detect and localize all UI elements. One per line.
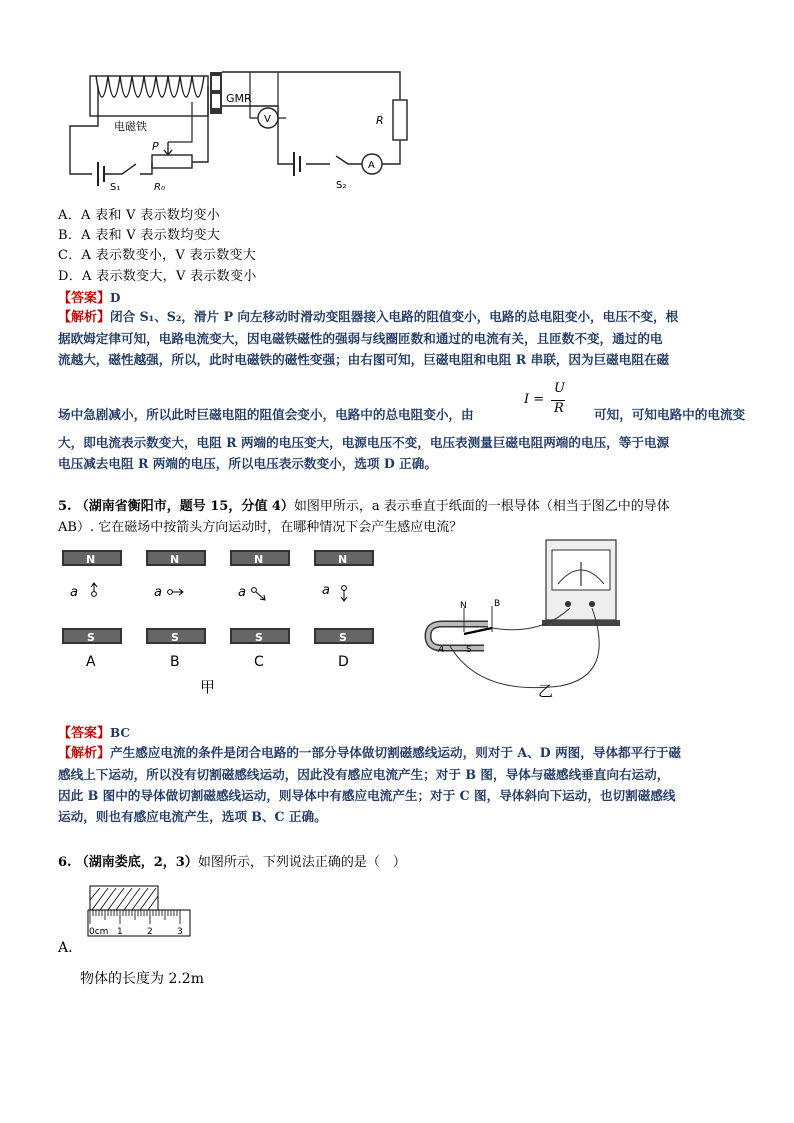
formula-numerator: U [554, 381, 565, 396]
panel-label: B [170, 654, 180, 670]
conductor-label: a [70, 585, 78, 600]
q6-question: 如图所示，下列说法正确的是（ ） [197, 855, 406, 870]
switch-s1 [104, 164, 136, 174]
option-d: D．A 表示数变大，V 表示数变小 [58, 269, 257, 284]
panel-a [62, 550, 122, 670]
analysis-line: 据欧姆定律可知，电路电流变大，因电磁铁磁性的强弱与线圈匝数和通过的电流有关，且匝数不变，通过的电 [58, 331, 663, 346]
north-pole-label: N [338, 553, 348, 566]
option-a: A．A 表和 V 表示数均变小 [58, 208, 221, 223]
q5-number: 5. [58, 499, 72, 514]
north-pole-label: N [86, 553, 96, 566]
point-a-label: A [438, 645, 445, 655]
slider-p [164, 142, 172, 155]
analysis-line: 感线上下运动，所以没有切割磁感线运动，因此没有感应电流产生；对于 B 图，导体与磁感线垂直向右运动， [58, 767, 670, 782]
figure-yi [420, 536, 620, 700]
figure-jia-label: 甲 [200, 678, 216, 696]
analysis-line: 闭合 S₁、S₂，滑片 P 向左移动时滑动变阻器接入电路的阻值变小，电路的总电阻变小，电压不变，根 [110, 309, 679, 324]
conductor-label: a [322, 583, 330, 598]
arrow-down-icon [341, 590, 347, 601]
point-b-label: B [494, 599, 501, 609]
analysis-line: 产生感应电流的条件是闭合电路的一部分导体做切割磁感线运动，则对于 A、D 两图，导体都平行于磁 [110, 745, 682, 760]
switch-s2 [336, 156, 362, 164]
q5-stem-line1: 如图甲所示，a 表示垂直于纸面的一根导体（相当于图乙中的导体 [293, 499, 670, 514]
analysis-line: 流越大，磁性越强，所以，此时电磁铁的磁性变强；由右图可知，巨磁电阻和电阻 R 串联，因为巨磁电阻在磁 [58, 352, 670, 367]
ruler-figure [86, 882, 196, 952]
q5-stem [58, 496, 748, 538]
q6-number: 6. [58, 855, 72, 870]
q6-caption: 物体的长度为 2.2m [80, 971, 204, 987]
analysis-line: 运动，则也有感应电流产生，选项 B、C 正确。 [58, 809, 327, 824]
magnet-s-label: S [466, 645, 472, 655]
analysis-tag: 【解析】 [58, 746, 111, 761]
south-pole-label: S [255, 631, 263, 644]
q5-source: （湖南省衡阳市，题号 15，分值 4） [75, 499, 294, 514]
option-c: C．A 表示数变小，V 表示数变大 [58, 248, 257, 263]
rheostat-r0 [152, 155, 192, 168]
battery-2 [294, 152, 300, 176]
panel-b [146, 550, 206, 670]
analysis-tag: 【解析】 [58, 310, 111, 325]
answer-tag: 【答案】 [58, 291, 111, 306]
conductor-label: a [238, 585, 246, 600]
arrow-right-icon [172, 589, 183, 595]
q5-stem-line2: AB）. 它在磁场中按箭头方向运动时，在哪种情况下会产生感应电流？ [58, 520, 463, 535]
slider-label: P [152, 140, 159, 153]
q4-analysis [58, 306, 748, 370]
answer-value: D [110, 291, 121, 305]
gmr-label: GMR [226, 92, 252, 105]
conductor-ab [464, 628, 492, 634]
horseshoe-magnet [428, 624, 488, 648]
q4-answer [58, 287, 120, 306]
south-pole-label: S [339, 631, 347, 644]
ruler-tick-label: 0cm [89, 927, 109, 937]
circuit-diagram [60, 62, 420, 194]
option-b: B．A 表和 V 表示数均变大 [58, 228, 221, 243]
q6-option-label: A. [58, 940, 73, 956]
analysis-line: 因此 B 图中的导体做切割磁感线运动，则导体中有感应电流产生；对于 C 图，导体斜向下运动，也切割磁感线 [58, 788, 676, 803]
switch1-label: S₁ [110, 182, 121, 193]
south-pole-label: S [171, 631, 179, 644]
panel-label: D [338, 654, 349, 670]
q6-source: （湖南娄底，2，3） [75, 855, 198, 870]
ruler-tick-label: 3 [177, 927, 183, 937]
panel-label: A [86, 654, 96, 670]
panel-c [230, 550, 290, 670]
resistor-r [393, 100, 407, 140]
q4-analysis-end [58, 432, 748, 474]
analysis-line: 场中急剧减小，所以此时巨磁电阻的阻值会变小，电路中的总电阻变小，由 [58, 407, 474, 422]
figure-yi-label: 乙 [538, 682, 554, 700]
q6-stem [58, 852, 406, 873]
conductor-label: a [154, 585, 162, 600]
ohm-law-formula [524, 381, 594, 421]
south-pole-label: S [87, 631, 95, 644]
panel-d [314, 550, 374, 670]
electromagnet-label: 电磁铁 [114, 120, 147, 133]
formula-denominator: R [554, 401, 564, 416]
battery-1 [98, 162, 104, 186]
voltmeter-symbol: V [264, 114, 271, 125]
arrow-down-right-icon [256, 592, 265, 600]
north-pole-label: N [254, 553, 264, 566]
rheostat-label: R₀ [154, 182, 165, 193]
answer-tag: 【答案】 [58, 726, 111, 741]
galvanometer [542, 540, 620, 626]
arrow-up-icon [91, 583, 97, 592]
formula-lhs: I = [524, 392, 545, 407]
north-pole-label: N [170, 553, 180, 566]
ruler-tick-label: 2 [147, 927, 153, 937]
switch2-label: S₂ [336, 180, 347, 191]
analysis-line: 电压减去电阻 R 两端的电压，所以电压表示数变小，选项 D 正确。 [58, 456, 437, 471]
answer-value: BC [110, 726, 130, 740]
q5-answer [58, 722, 130, 741]
ruler-tick-label: 1 [117, 927, 123, 937]
figure-jia [60, 546, 390, 696]
q5-analysis [58, 742, 748, 827]
analysis-line: 大，即电流表示数变大，电阻 R 两端的电压变大，电源电压不变，电压表测量巨磁电阻两端的电压，等于电源 [58, 435, 670, 450]
magnet-n-label: N [460, 601, 467, 611]
ammeter-symbol: A [368, 160, 375, 171]
resistor-label: R [376, 114, 384, 127]
panel-label: C [254, 654, 264, 670]
analysis-line: 可知，可知电路中的电流变 [594, 407, 746, 422]
